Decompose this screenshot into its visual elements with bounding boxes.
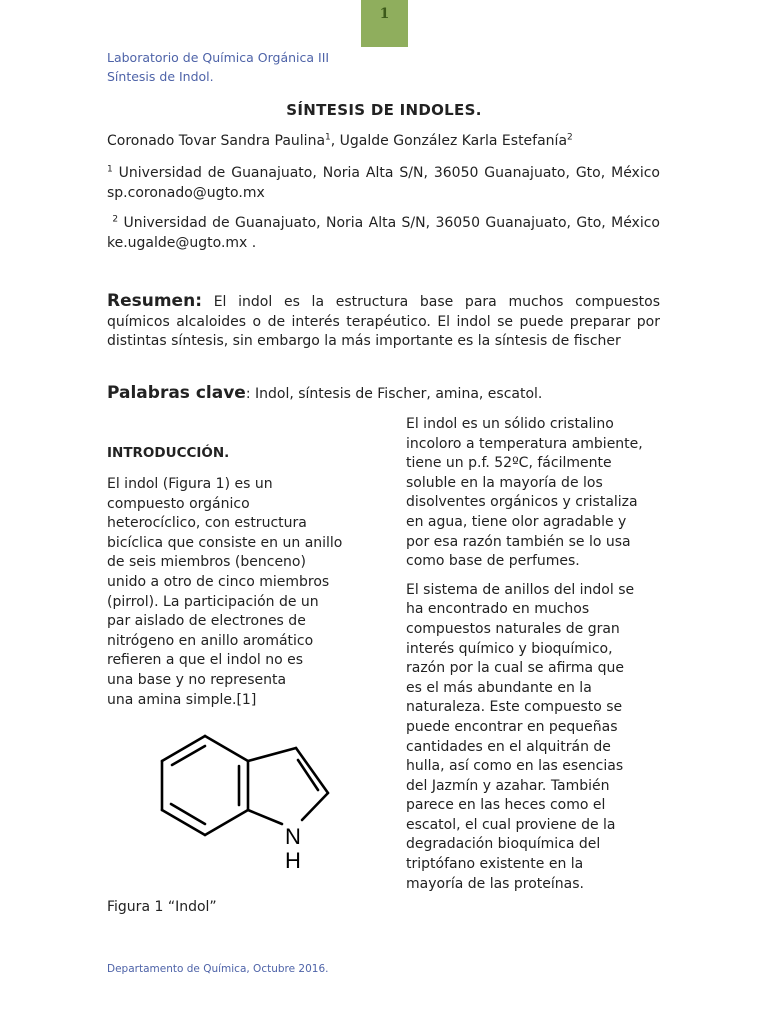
text-line: por esa razón también se lo usa [406,533,631,550]
intro-line: heterocíclico, con estructura [107,515,307,532]
text-line: disolventes orgánicos y cristaliza [406,494,638,511]
intro-line: par aislado de electrones de [107,613,306,630]
text-line: mayoría de las proteínas. [406,875,584,892]
abstract-label: Resumen: [107,291,202,311]
paragraph-properties [406,415,668,572]
text-line: naturaleza. Este compuesto se [406,699,623,716]
author-separator: , [330,133,340,149]
intro-line: una amina simple.[1] [107,691,257,708]
abstract-text: El indol es la estructura base para muchos compuestos químicos alcaloides o de interés terapéutico. El indol se puede preparar por distintas síntesis, sin embargo la más importante es la síntesis de fischer [107,294,660,349]
bond-line [296,748,328,793]
page-title: SÍNTESIS DE INDOLES. [286,101,482,119]
intro-line: El indol (Figura 1) es un [107,476,273,492]
paragraph-occurrence [406,581,668,895]
double-bond-line [171,804,205,824]
intro-line: compuesto orgánico [107,495,250,512]
author-2: Ugalde González Karla Estefanía [339,133,568,149]
page-number: 1 [361,0,408,47]
intro-paragraph [107,475,377,710]
header-topic: Síntesis de Indol. [107,69,214,84]
affiliation-2-text: Universidad de Guanajuato, Noria Alta S/N, 36050 Guanajuato, Gto, México ke.ugalde@ugto.mx . [107,215,660,251]
double-bond-line [172,746,205,765]
text-line: cantidades en el alquitrán de [406,738,611,755]
intro-line: bicíclica que consiste en un anillo [107,534,343,551]
text-line: es el más abundante en la [406,679,592,696]
bond-line [162,810,205,835]
text-line: razón por la cual se afirma que [406,660,624,677]
affiliation-2 [107,213,660,253]
intro-line: nitrógeno en anillo aromático [107,632,314,649]
text-line: en agua, tiene olor agradable y [406,513,627,530]
text-line: escatol, el cual proviene de la [406,816,616,833]
author-2-sup: 2 [567,132,573,143]
bond-line [205,736,248,761]
affiliation-1 [107,163,660,203]
abstract [107,292,660,352]
right-column [406,415,668,903]
hydrogen-label: H [285,848,301,873]
author-1-sup: 1 [325,132,331,143]
intro-line: refieren a que el indol no es [107,652,304,669]
text-line: tiene un p.f. 52ºC, fácilmente [406,455,612,472]
bond-line [248,810,282,824]
figure-caption: Figura 1 “Indol” [107,899,217,915]
text-line: puede encontrar en pequeñas [406,718,618,735]
text-line: incoloro a temperatura ambiente, [406,435,643,452]
running-header [107,48,329,86]
affiliation-1-sup: 1 [107,164,113,175]
text-line: compuestos naturales de gran [406,620,620,637]
author-1: Coronado Tovar Sandra Paulina [107,133,326,149]
text-line: ha encontrado en muchos [406,601,590,618]
text-line: parece en las heces como el [406,797,606,814]
keywords-text: : Indol, síntesis de Fischer, amina, escatol. [245,386,543,402]
affiliation-2-sup: 2 [112,214,119,225]
intro-line: unido a otro de cinco miembros [107,573,330,590]
header-course: Laboratorio de Química Orgánica III [107,50,330,65]
keywords [107,383,660,404]
text-line: como base de perfumes. [406,553,580,570]
intro-line: de seis miembros (benceno) [107,554,306,571]
text-line: degradación bioquímica del [406,836,601,853]
intro-line: (pirrol). La participación de un [107,593,319,610]
intro-line: una base y no representa [107,671,287,688]
page-footer: Departamento de Química, Octubre 2016. [107,963,329,975]
indole-structure-diagram [150,728,350,878]
text-line: El sistema de anillos del indol se [406,581,635,598]
bond-line [302,793,328,820]
text-line: triptófano existente en la [406,856,584,873]
text-line: del Jazmín y azahar. También [406,777,610,794]
intro-heading: INTRODUCCIÓN. [107,445,230,461]
text-line: El indol es un sólido cristalino [406,416,614,432]
keywords-label: Palabras clave [107,383,246,403]
text-line: interés químico y bioquímico, [406,640,613,657]
bond-line [205,810,248,835]
text-line: hulla, así como en las esencias [406,758,624,775]
authors [107,131,660,151]
affiliation-1-text: Universidad de Guanajuato, Noria Alta S/N, 36050 Guanajuato, Gto, México sp.coronado@ugto.mx [107,165,660,201]
nitrogen-label: N [285,824,301,849]
text-line: soluble en la mayoría de los [406,474,603,491]
bond-line [248,748,296,761]
